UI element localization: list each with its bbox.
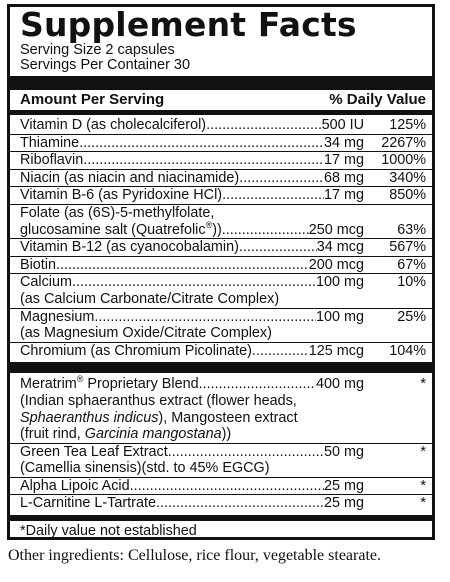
blend-desc-line3-pre: (fruit rind, xyxy=(20,426,85,443)
nutrient-name: Biotin xyxy=(20,256,56,273)
ingredient-row xyxy=(20,444,426,461)
ingredient-amount: 25 mg xyxy=(324,477,364,494)
ingredient-row xyxy=(20,495,426,512)
thick-divider xyxy=(10,76,432,90)
daily-value-header: % Daily Value xyxy=(329,91,426,108)
leader-dots xyxy=(239,170,324,187)
nutrient-name: Vitamin B-6 (as Pyridoxine HCl) xyxy=(20,187,223,204)
nutrient-row xyxy=(20,170,426,187)
blend-amount: 400 mg xyxy=(316,376,364,393)
nutrient-row xyxy=(20,274,426,291)
footnote: *Daily value not established xyxy=(20,523,197,540)
ingredient-dv: * xyxy=(420,443,426,460)
nutrient-name: Calcium xyxy=(20,274,72,291)
column-header xyxy=(20,90,426,109)
nutrient-name: Thiamine xyxy=(20,134,80,151)
blend-desc-line1: (Indian sphaeranthus extract (flower heads, xyxy=(20,392,297,409)
nutrient-amount: 68 mg xyxy=(324,169,364,186)
leader-dots xyxy=(156,495,324,512)
leader-dots xyxy=(94,309,316,326)
blend-name-text: Meratrim xyxy=(20,376,77,393)
servings-per-container: Servings Per Container 30 xyxy=(20,57,191,73)
nutrient-row xyxy=(20,219,426,239)
nutrient-dv: 340% xyxy=(389,169,426,186)
bottom-divider xyxy=(10,515,432,521)
nutrient-row xyxy=(20,152,426,169)
nutrient-name: Chromium (as Chromium Picolinate) xyxy=(20,342,252,359)
nutrient-dv: 63% xyxy=(397,221,426,238)
ingredient-dv: * xyxy=(420,495,426,512)
nutrient-amount: 200 mcg xyxy=(308,256,364,273)
blend-desc-line2-rest: ), Mangosteen extract xyxy=(158,409,298,426)
nutrient-sub: (as Calcium Carbonate/Citrate Complex) xyxy=(20,290,280,307)
nutrient-dv: 10% xyxy=(397,274,426,291)
header-divider xyxy=(10,110,432,115)
nutrient-row xyxy=(20,135,426,152)
ingredient-name: Green Tea Leaf Extract xyxy=(20,443,168,460)
serving-size: Serving Size 2 capsules xyxy=(20,42,175,58)
nutrient-amount: 17 mg xyxy=(324,152,364,169)
nutrient-name xyxy=(20,219,222,239)
leader-dots xyxy=(83,152,324,169)
ingredient-amount: 50 mg xyxy=(324,443,364,460)
blend-species-1: Sphaeranthus indicus xyxy=(20,409,159,426)
nutrient-name: Riboflavin xyxy=(20,152,84,169)
nutrient-dv: 104% xyxy=(389,342,426,359)
nutrient-amount: 500 IU xyxy=(321,117,364,133)
nutrient-name: Vitamin D (as cholecalciferol) xyxy=(20,117,207,133)
nutrient-dv: 125% xyxy=(389,117,426,133)
leader-dots xyxy=(56,257,309,274)
leader-dots xyxy=(222,187,324,204)
nutrient-row xyxy=(20,187,426,204)
leader-dots xyxy=(168,444,324,461)
nutrient-dv: 1000% xyxy=(381,152,426,169)
nutrient-amount: 34 mcg xyxy=(316,239,364,256)
registered-mark: ® xyxy=(76,374,84,385)
ingredient-sub: (Camellia sinensis)(std. to 45% EGCG) xyxy=(20,460,270,477)
ingredient-dv: * xyxy=(420,477,426,494)
nutrient-dv: 25% xyxy=(397,308,426,325)
nutrient-amount: 100 mg xyxy=(316,308,364,325)
nutrient-amount: 100 mg xyxy=(316,274,364,291)
blend-dv: * xyxy=(420,376,426,393)
nutrient-amount: 250 mcg xyxy=(308,221,364,238)
nutrient-amount: 125 mcg xyxy=(308,342,364,359)
leader-dots xyxy=(222,222,309,239)
leader-dots xyxy=(252,343,309,360)
blend-desc-line3-post: )) xyxy=(221,426,232,443)
blend-desc-line2 xyxy=(20,410,426,427)
blend-name-rest: Proprietary Blend xyxy=(83,376,199,393)
nutrient-name-line1: Folate (as (6S)-5-methylfolate, xyxy=(20,204,215,221)
leader-dots xyxy=(79,135,324,152)
folate-name-end: )) xyxy=(212,221,222,238)
nutrient-sub: (as Magnesium Oxide/Citrate Complex) xyxy=(20,325,272,342)
leader-dots xyxy=(72,274,316,291)
panel-title: Supplement Facts xyxy=(20,5,357,44)
ingredient-row xyxy=(20,478,426,495)
blend-desc-line3 xyxy=(20,426,426,443)
nutrient-amount: 34 mg xyxy=(324,134,364,151)
registered-mark: ® xyxy=(205,219,213,230)
blend-species-2: Garcinia mangostana xyxy=(84,426,222,443)
nutrient-row xyxy=(20,117,426,134)
ingredient-name: Alpha Lipoic Acid xyxy=(20,477,130,494)
nutrient-dv: 850% xyxy=(389,187,426,204)
nutrient-row xyxy=(20,257,426,274)
leader-dots xyxy=(199,376,316,393)
blend-name xyxy=(20,376,199,393)
amount-per-serving-header: Amount Per Serving xyxy=(20,91,165,108)
nutrient-row xyxy=(20,309,426,326)
other-ingredients: Other ingredients: Cellulose, rice flour, vegetable stearate. xyxy=(8,547,381,564)
nutrient-row xyxy=(20,343,426,360)
ingredient-amount: 25 mg xyxy=(324,495,364,512)
ingredient-name: L-Carnitine L-Tartrate xyxy=(20,495,156,512)
nutrient-name: Vitamin B-12 (as cyanocobalamin) xyxy=(20,239,239,256)
nutrient-dv: 2267% xyxy=(381,134,426,151)
nutrient-name: Magnesium xyxy=(20,308,95,325)
leader-dots xyxy=(239,239,317,256)
nutrient-amount: 17 mg xyxy=(324,187,364,204)
nutrient-name: Niacin (as niacin and niacinamide) xyxy=(20,169,240,186)
nutrient-dv: 567% xyxy=(389,239,426,256)
nutrient-dv: 67% xyxy=(397,256,426,273)
folate-name-text: glucosamine salt (Quatrefolic xyxy=(20,221,206,238)
blend-row xyxy=(20,376,426,393)
section-divider xyxy=(10,362,432,373)
supplement-facts-panel xyxy=(7,4,435,540)
leader-dots xyxy=(130,478,324,495)
leader-dots xyxy=(206,117,322,134)
nutrient-row xyxy=(20,239,426,256)
